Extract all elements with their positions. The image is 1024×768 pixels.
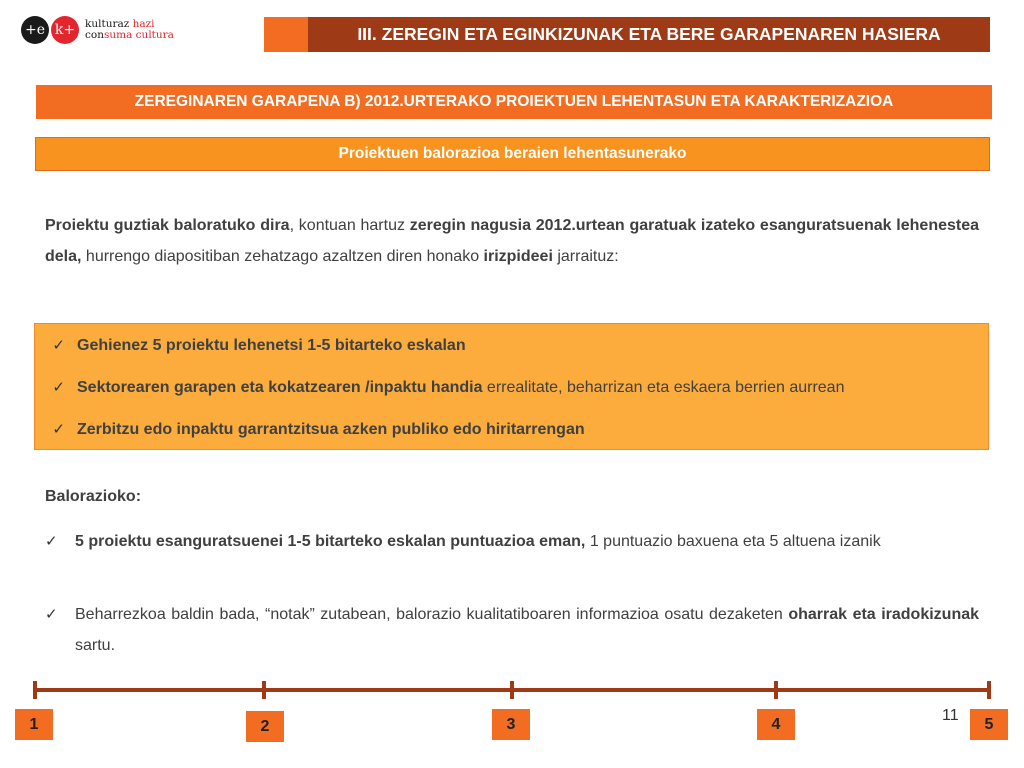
timeline-tick [987, 681, 991, 699]
timeline-step-5: 5 [970, 709, 1008, 740]
intro-text-3: jarraituz: [552, 248, 619, 265]
check-icon: ✓ [45, 533, 58, 550]
logo-wordmark [85, 19, 174, 41]
criteria-item [35, 378, 844, 397]
header-accent-block [264, 17, 308, 52]
intro-paragraph [45, 210, 979, 272]
rating-item1-text: 1 puntuazio baxuena eta 5 altuena izanik [585, 533, 881, 550]
subtitle-bar: ZEREGINAREN GARAPENA B) 2012.URTERAKO PROIEKTUEN LEHENTASUN ETA KARAKTERIZAZIOA [36, 85, 992, 119]
rating-item [45, 526, 979, 557]
criteria-bold: Zerbitzu edo inpaktu garrantzitsua azken publiko edo hiritarrengan [77, 421, 585, 438]
logo [21, 14, 174, 46]
rating-item2-text: Beharrezkoa baldin bada, “notak” zutabean, balorazio kualitatiboaren informazioa osatu dezaketen [75, 606, 789, 623]
logo-badge-plus-e: +e [21, 16, 49, 44]
check-icon: ✓ [52, 337, 65, 354]
check-icon: ✓ [52, 421, 65, 438]
timeline-step-2: 2 [246, 711, 284, 742]
rating-item [45, 599, 979, 661]
timeline-step-1: 1 [15, 709, 53, 740]
check-icon: ✓ [52, 379, 65, 396]
intro-text-2: hurrengo diapositiban zehatzago azaltzen diren honako [81, 248, 484, 265]
logo-word-con: con [85, 29, 104, 41]
criteria-bold: Sektorearen garapen eta kokatzearen /inpaktu handia [77, 379, 483, 396]
intro-bold-1: Proiektu guztiak baloratuko dira [45, 217, 290, 234]
timeline-tick [33, 681, 37, 699]
timeline-tick [262, 681, 266, 699]
logo-word-kulturaz: kulturaz [85, 18, 133, 30]
timeline-tick [774, 681, 778, 699]
timeline-step-4: 4 [757, 709, 795, 740]
logo-word-hazi: hazi [132, 18, 155, 30]
check-icon: ✓ [45, 606, 58, 623]
header-bar [264, 17, 990, 52]
criteria-text: errealitate, beharrizan eta eskaera berrien aurrean [482, 379, 845, 396]
intro-bold-3: irizpideei [483, 248, 553, 265]
page-number: 11 [942, 707, 959, 724]
rating-heading: Balorazioko: [45, 488, 142, 505]
slide-title: III. ZEREGIN ETA EGINKIZUNAK ETA BERE GARAPENAREN HASIERA [308, 17, 990, 52]
section-title-bar: Proiektuen balorazioa beraien lehentasunerako [35, 137, 990, 171]
logo-badge-k-plus: k+ [51, 16, 79, 44]
rating-item2-text-end: sartu. [75, 637, 116, 654]
criteria-box [34, 323, 989, 450]
timeline-step-3: 3 [492, 709, 530, 740]
logo-word-suma-cultura: suma cultura [103, 29, 174, 41]
intro-bold-2: zeregin nagusia 2012.urtean garatuak izateko esanguratsuenak lehenestea dela, [45, 217, 980, 265]
criteria-item [35, 336, 466, 355]
rating-item2-bold: oharrak eta iradokizunak [788, 606, 980, 623]
criteria-bold: Gehienez 5 proiektu lehenetsi 1-5 bitarteko eskalan [77, 337, 466, 354]
timeline-tick [510, 681, 514, 699]
rating-item1-bold: 5 proiektu esanguratsuenei 1-5 bitarteko eskalan puntuazioa eman, [75, 533, 586, 550]
criteria-item [35, 420, 585, 439]
intro-text-1: , kontuan hartuz [289, 217, 410, 234]
